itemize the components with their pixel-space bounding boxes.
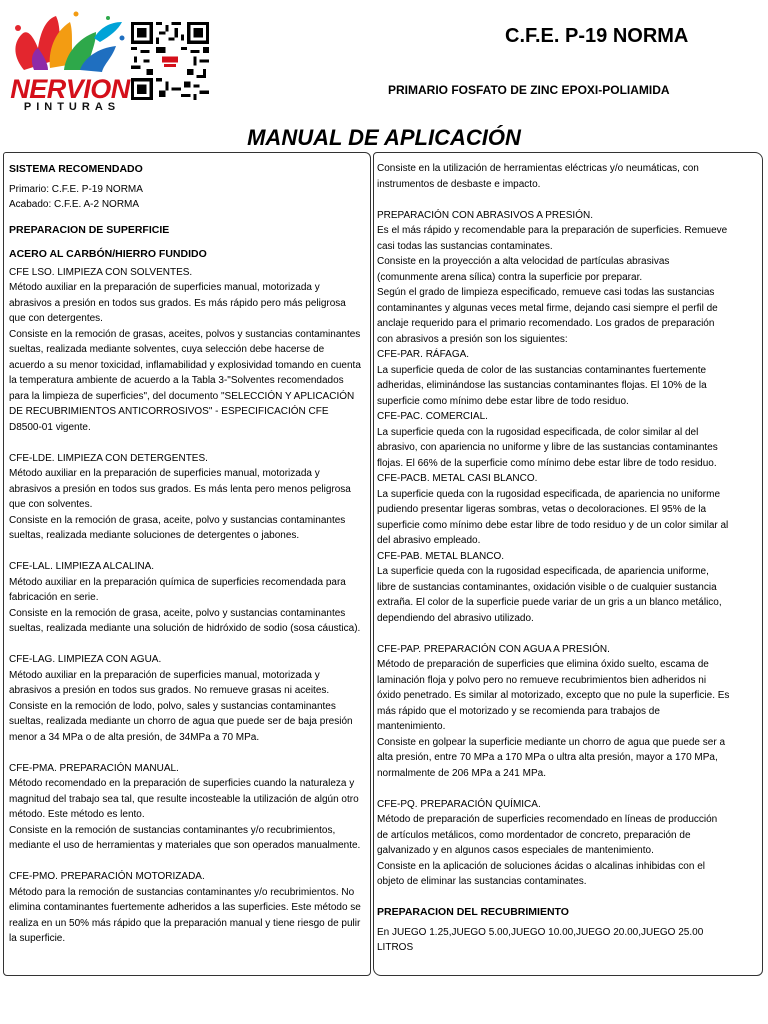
- paragraph-line: mediante el uso de herramientas y materiales que son operados manualmente.: [9, 840, 361, 851]
- pmo-section: [9, 869, 365, 947]
- paragraph-line: casi todas las sustancias contaminates.: [377, 240, 553, 252]
- paragraph-line: superficie como mínimo debe estar libre de todo residuo.: [377, 395, 629, 407]
- right-column: [373, 152, 763, 976]
- paragraph-line: Método auxiliar en la preparación de superficies manual, motorizada y: [9, 669, 320, 681]
- paragraph-line: instrumentos de desbaste e impacto.: [377, 178, 541, 190]
- section-title: CFE-LAG. LIMPIEZA CON AGUA.: [9, 654, 162, 665]
- section-title: CFE LSO. LIMPIEZA CON SOLVENTES.: [9, 266, 193, 278]
- brand-subtitle: PINTURAS: [23, 101, 121, 113]
- document-title: C.F.E. P-19 NORMA: [505, 25, 689, 47]
- pap-section: [377, 642, 758, 782]
- primario-line: Primario: C.F.E. P-19 NORMA: [9, 183, 143, 195]
- paragraph-line: abrasivos a presión en todos sus grados. No remueve grasas ni aceites.: [9, 685, 330, 696]
- paragraph-line: con abrasivos a presión son los siguientes:: [377, 333, 568, 345]
- acabado-line: Acabado: C.F.E. A-2 NORMA: [9, 199, 140, 210]
- paragraph-line: elimina contaminantes fuertemente adheridos a las superficies. Este método se: [9, 902, 361, 913]
- paragraph-line: de artículos metálicos, como mordentador de concreto, preparación de: [377, 829, 691, 841]
- section-title: PREPARACIÓN CON ABRASIVOS A PRESIÓN.: [377, 209, 593, 221]
- paragraph-line: CFE-PACB. METAL CASI BLANCO.: [377, 473, 538, 484]
- paragraph-line: Método recomendado en la preparación de superficies cuando la naturaleza y: [9, 778, 355, 789]
- paragraph-line: Método auxiliar en la preparación de superficies manual, motorizada y: [9, 468, 320, 479]
- paragraph-line: libre de sustancias contaminantes, oxidación visible o de cualquier sustancia: [377, 581, 717, 593]
- paint-splash-icon: [4, 8, 130, 78]
- paragraph-line: que con solventes.: [9, 499, 93, 510]
- section-title: En JUEGO 1.25,JUEGO 5.00,JUEGO 10.00,JUEGO 20.00,JUEGO 25.00: [377, 926, 704, 938]
- paragraph-line: anclaje requerido para el primario recomendado. Los grados de preparación: [377, 318, 715, 329]
- section-title: Consiste en la utilización de herramientas eléctricas y/o neumáticas, con: [377, 163, 699, 174]
- paragraph-line: fabricación en serie.: [9, 592, 99, 603]
- section-title: CFE-LDE. LIMPIEZA CON DETERGENTES.: [9, 452, 208, 464]
- paragraph-line: (comunmente arena sílica) contra la superficie por preparar.: [377, 271, 643, 283]
- paragraph-line: Según el grado de limpieza especificado, remueve casi todas las sustancias: [377, 287, 715, 298]
- paragraph-line: Método de preparación de superficies que elimina óxido suelto, escama de: [377, 659, 709, 670]
- paragraph-line: sueltas, realizada mediante solventes, cuya selección debe hacerse de: [9, 344, 325, 355]
- section-title: CFE-LAL. LIMPIEZA ALCALINA.: [9, 561, 155, 572]
- paragraph-line: Es el más rápido y recomendable para la preparación de superficies. Remueve: [377, 225, 728, 236]
- lag-section: [9, 652, 365, 745]
- paragraph-line: contaminantes y algunas veces metal firme, dejando casi siempre el perfil de: [377, 302, 718, 314]
- section-title: CFE-PAP. PREPARACIÓN CON AGUA A PRESIÓN.: [377, 643, 610, 655]
- paragraph-line: sueltas, realizada mediante soluciones de detergentes o jabones.: [9, 530, 300, 541]
- manual-title: MANUAL DE APLICACIÓN: [247, 125, 521, 150]
- left-column: [3, 152, 371, 976]
- paragraph-line: abrasivos a presión en todos sus grados. Es más lenta pero menos peligrosa: [9, 483, 351, 495]
- brand-name: NERVION: [10, 74, 130, 104]
- paragraph-line: CFE-PAR. RÁFAGA.: [377, 349, 470, 360]
- paragraph-line: Método auxiliar en la preparación de superficies manual, motorizada y: [9, 282, 320, 293]
- paragraph-line: Método de preparación de superficies recomendado en líneas de producción: [377, 814, 718, 825]
- paragraph-line: dependiendo del abrasivo utilizado.: [377, 612, 534, 624]
- paragraph-line: Método para la remoción de sustancias contaminantes y/o recubrimientos. No: [9, 886, 355, 898]
- lde-section: [9, 451, 365, 544]
- paragraph-line: magnitud del trabajo sea tal, que resulte incosteable la utilización de algún otro: [9, 793, 359, 805]
- system-heading: SISTEMA RECOMENDADO: [9, 163, 143, 175]
- paragraph-line: alta presión, entre 70 MPa a 170 MPa o ultra alta presión, mayor a 170 MPa,: [377, 752, 718, 763]
- lal-section: [9, 559, 365, 637]
- paragraph-line: Método auxiliar en la preparación química de superficies recomendada para: [9, 576, 346, 588]
- prep-heading: PREPARACION DE SUPERFICIE: [9, 223, 170, 236]
- paragraph-line: extraña. El color de la superficie puede variar de un gris a un blanco metálico,: [377, 597, 722, 608]
- paragraph-line: La superficie queda con la rugosidad especificada, de apariencia no uniforme: [377, 488, 721, 500]
- paragraph-line: que con detergentes.: [9, 313, 103, 324]
- section-title: CFE-PMO. PREPARACIÓN MOTORIZADA.: [9, 871, 205, 882]
- paragraph-line: del abrasivo empleado.: [377, 535, 481, 546]
- paragraph-line: La superficie queda con la rugosidad especificada, de apariencia uniforme,: [377, 566, 709, 577]
- paragraph-line: Consiste en la remoción de grasa, aceite, polvo y sustancias contaminantes: [9, 607, 346, 619]
- section-title: CFE-PMA. PREPARACIÓN MANUAL.: [9, 762, 179, 774]
- paragraph-line: sueltas, realizada mediante una solución de hidróxido de sodio (sosa cáustica).: [9, 623, 361, 634]
- paragraph-line: Consiste en golpear la superficie mediante un chorro de agua que puede ser a: [377, 736, 726, 748]
- paragraph-line: Consiste en la remoción de lodo, polvo, sales y sustancias contaminantes: [9, 700, 336, 712]
- nervion-logo: [4, 8, 130, 113]
- paragraph-line: método. Este método es lento.: [9, 809, 145, 820]
- recubrimiento-section: [377, 925, 758, 956]
- paragraph-line: Consiste en la proyección a alta velocidad de partículas abrasivas: [377, 256, 670, 267]
- paragraph-line: Consiste en la remoción de sustancias contaminantes y/o recubrimientos,: [9, 824, 336, 836]
- paragraph-line: menor a 34 MPa o de alta presión, de 34MPa a 70 MPa.: [9, 731, 260, 743]
- paragraph-line: superficie como mínimo debe estar libre de todo residuo y de un color similar al: [377, 519, 729, 531]
- paragraph-line: La superficie queda con la rugosidad especificada, de color similar al del: [377, 426, 699, 438]
- paragraph-line: Consiste en la remoción de grasa, aceite, polvo y sustancias contaminantes: [9, 514, 346, 526]
- paragraph-line: sueltas, realizada mediante un chorro de agua que puede ser de baja presión: [9, 716, 353, 727]
- paragraph-line: laminación floja y polvo pero no remueve recubrimientos bien adheridos ni: [377, 674, 707, 686]
- paragraph-line: objeto de eliminar las sustancias contaminates.: [377, 876, 587, 887]
- paragraph-line: para la limpieza de superficies", del documento "SELECCIÓN Y APLICACIÓN: [9, 390, 355, 402]
- paragraph-line: óxido penetrado. Es similar al motorizado, excepto que no pule la superficie. Es: [377, 690, 730, 701]
- paragraph-line: la temperatura ambiente de acuerdo a la Tabla 3-"Solventes recomendados: [9, 375, 344, 386]
- recubrimiento-heading: PREPARACION DEL RECUBRIMIENTO: [377, 906, 569, 918]
- section-title: CFE-PQ. PREPARACIÓN QUÍMICA.: [377, 798, 541, 810]
- paragraph-line: adheridas, eliminándose las sustancias contaminantes flojas. El 10% de la: [377, 380, 707, 391]
- paragraph-line: CFE-PAB. METAL BLANCO.: [377, 550, 505, 562]
- paragraph-line: flojas. El 66% de la superficie como mínimo debe estar libre de todo residuo.: [377, 457, 717, 469]
- paragraph-line: La superficie queda de color de las sustancias contaminantes fuertemente: [377, 364, 707, 376]
- pq-section: [377, 797, 758, 890]
- lso-section: [9, 265, 365, 436]
- paragraph-line: abrasivo, con apariencia no uniforme y libre de las sustancias contaminantes: [377, 442, 718, 453]
- paragraph-line: galvanizado y en algunos casos especiales de mantenimiento.: [377, 845, 654, 856]
- paragraph-line: Consiste en la remoción de grasas, aceites, polvos y sustancias contaminantes: [9, 328, 361, 340]
- paragraph-line: mantenimiento.: [377, 721, 446, 732]
- pma-section: [9, 761, 365, 854]
- document-subtitle: PRIMARIO FOSFATO DE ZINC EPOXI-POLIAMIDA: [388, 83, 670, 97]
- qr-code-icon: [131, 22, 209, 100]
- paragraph-line: más rápido que el motorizado y se recomienda para trabajos de: [377, 705, 660, 717]
- pmo-continued: [377, 161, 758, 192]
- paragraph-line: la superficie.: [9, 933, 66, 944]
- paragraph-line: Consiste en la aplicación de soluciones ácidas o alcalinas inhibidas con el: [377, 860, 705, 872]
- abrasivos-section: [377, 208, 758, 627]
- paragraph-line: abrasivos a presión en todos sus grados. Es más rápido pero más peligrosa: [9, 297, 346, 309]
- paragraph-line: realiza en un 50% más rápido que la preparación manual y tiene riesgo de pulir: [9, 917, 361, 929]
- acero-heading: ACERO AL CARBÓN/HIERRO FUNDIDO: [9, 248, 207, 260]
- paragraph-line: CFE-PAC. COMERCIAL.: [377, 411, 488, 422]
- paragraph-line: LITROS: [377, 942, 414, 953]
- paragraph-line: normalmente de 206 MPa a 241 MPa.: [377, 767, 546, 779]
- paragraph-line: pudiendo presentar ligeras sombras, vetas o decoloraciones. El 95% de la: [377, 504, 707, 515]
- paragraph-line: acuerdo a su menor toxicidad, inflamabilidad y explosividad tomando en cuenta: [9, 359, 361, 371]
- paragraph-line: DE RECUBRIMIENTOS ANTICORROSIVOS" - ESPECIFICACIÓN CFE: [9, 406, 329, 417]
- paragraph-line: D8500-01 vigente.: [9, 421, 91, 433]
